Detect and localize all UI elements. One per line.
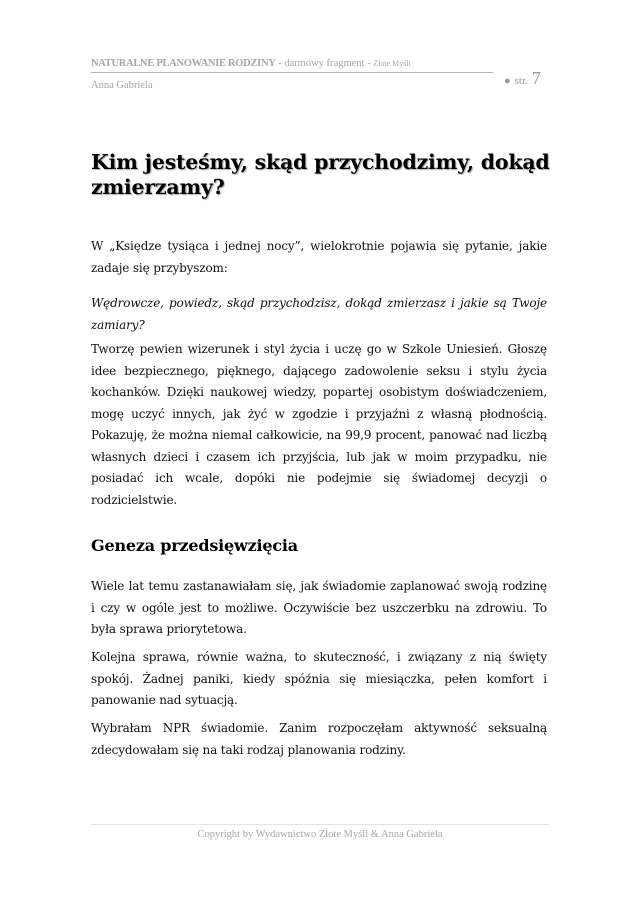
paragraph-main: Tworzę pewien wizerunek i styl życia i uczę go w Szkole Uniesień. Głoszę idee bezpiecznego, pięknego, dającego zadowolenie seksu i stylu życia kochanków. Dzięki naukowej wiedzy, popartej osobistym doświadczeniem, mogę uczyć innych, jak żyć w zgodzie i przyjaźni z własną płodnością. Pokazuję, że można niemal całkowicie, na 99,9 procent, panować nad liczbą własnych dzieci i czasem ich przyjścia, lub jak w moim przypadku, nie posiadać ich wcale, dopóki nie podejmie się świadomej decyzji o rodzicielstwie. — [91, 342, 547, 507]
running-header — [91, 58, 501, 69]
paragraph-genesis-2: Kolejna sprawa, równie ważna, to skuteczność, i związany z nią święty spokój. Żadnej paniki, kiedy spóźnia się miesiączka, pełen komfort i panowanie nad sytuacją. — [91, 650, 547, 707]
page-label: str. — [514, 75, 528, 87]
paragraph-genesis-1: Wiele lat temu zastanawiałam się, jak świadomie zaplanować swoją rodzinę i czy w ogóle jest to możliwe. Oczywiście bez uszczerbku na zdrowiu. To była sprawa priorytetowa. — [91, 579, 547, 636]
page-number — [504, 68, 541, 89]
paragraph-intro: W „Księdze tysiąca i jednej nocy”, wielokrotnie pojawia się pytanie, jakie zadaje się przybyszom: — [91, 239, 547, 275]
footer-copyright: Copyright by Wydawnictwo Złote Myśli & Anna Gabriela — [197, 829, 443, 840]
header-subtitle: - darmowy fragment - — [275, 58, 374, 69]
header-publisher: Złote Myśli — [373, 59, 411, 68]
header-divider — [91, 72, 493, 73]
book-title: NATURALNE PLANOWANIE RODZINY — [91, 58, 276, 69]
chapter-heading: Kim jesteśmy, skąd przychodzimy, dokąd zmierzamy? — [91, 150, 550, 199]
paragraph-genesis-3: Wybrałam NPR świadomie. Zanim rozpoczęłam aktywność seksualną zdecydowałam się na taki rodzaj planowania rodziny. — [91, 721, 547, 757]
footer-divider — [91, 824, 549, 825]
section-heading: Geneza przedsięwzięcia — [91, 536, 298, 555]
paragraph-quote: Wędrowcze, powiedz, skąd przychodzisz, dokąd zmierzasz i jakie są Twoje zamiary? — [91, 296, 547, 332]
header-author: Anna Gabriela — [91, 80, 153, 91]
page-number-value: 7 — [531, 68, 541, 88]
bullet-dot-icon: ● — [504, 75, 511, 87]
